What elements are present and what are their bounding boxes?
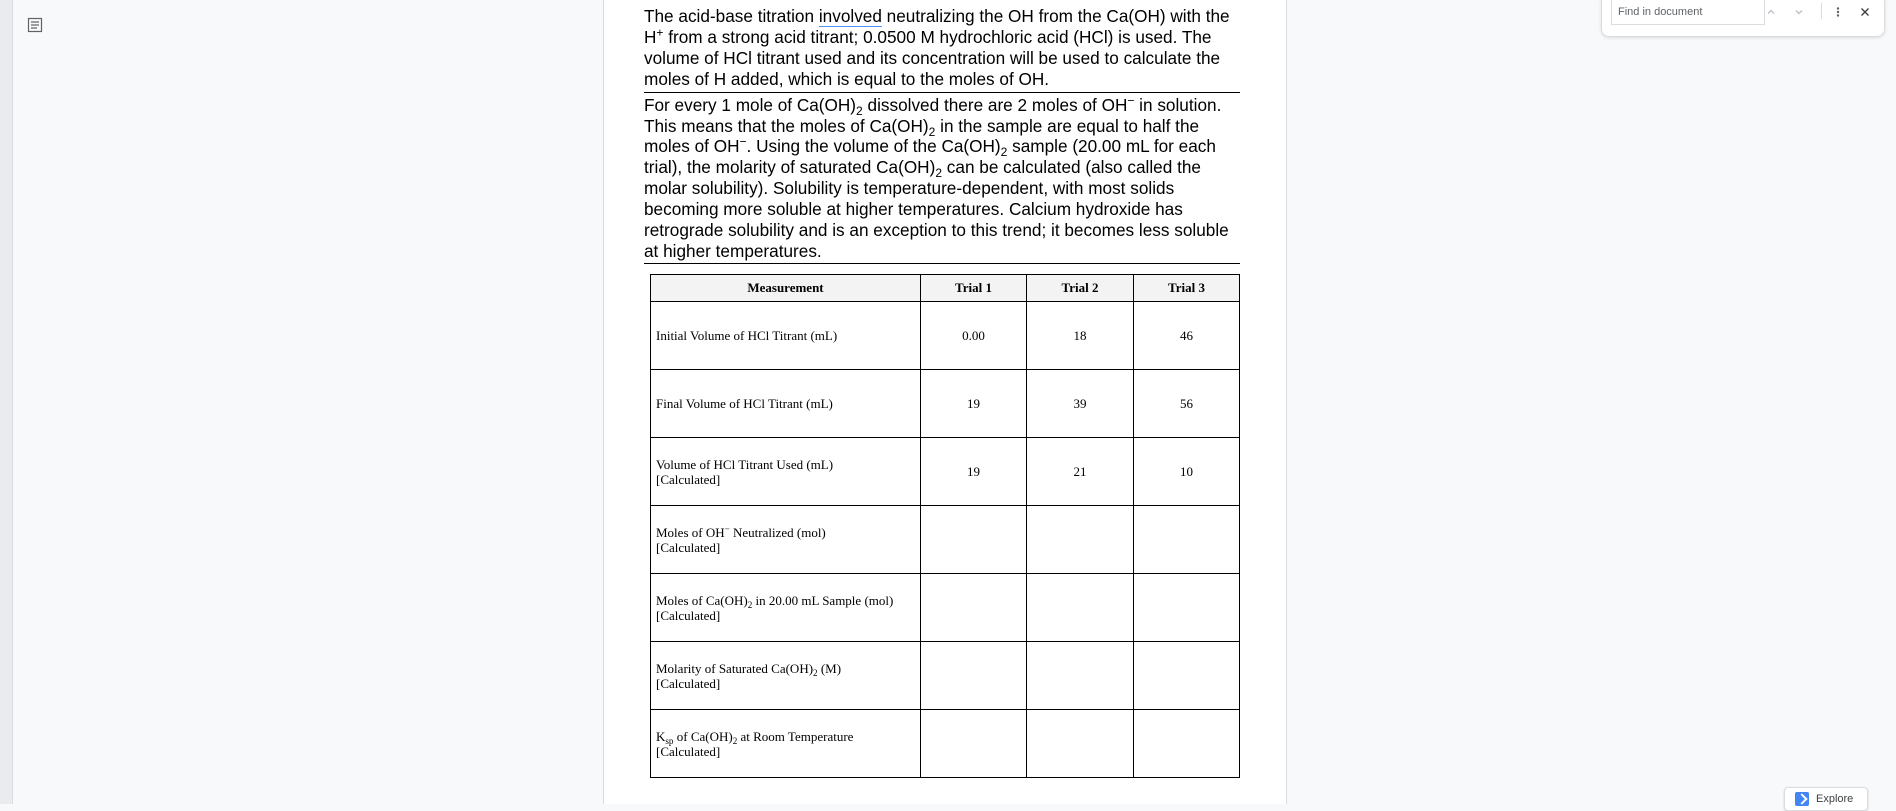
document-outline-button[interactable]	[24, 14, 46, 36]
table-cell[interactable]: 18	[1027, 302, 1134, 370]
table-cell[interactable]	[1027, 574, 1134, 642]
find-input[interactable]	[1611, 0, 1765, 25]
close-icon	[1859, 6, 1871, 18]
table-cell[interactable]: 0.00	[921, 302, 1027, 370]
row-label[interactable]: Moles of $Ca(OH)_2$ in 20.00 mL Sample (mol) [Calculated]	[651, 574, 921, 642]
row-label[interactable]: Molarity of Saturated $Ca(OH)_2$ (M) [Calculated]	[651, 642, 921, 710]
document-page	[603, 0, 1287, 804]
more-vert-icon	[1832, 6, 1844, 18]
table-row	[651, 370, 1240, 438]
table-cell[interactable]: 10	[1134, 438, 1240, 506]
table-cell[interactable]: 21	[1027, 438, 1134, 506]
paragraph-titration[interactable]: The acid-base titration involved neutralizing the OH from the Ca(OH) with the H+ from a strong acid titrant; 0.0500 M hydrochloric acid (HCl) is used. The volume of HCl titrant used and its concentration will be used to calculate the moles of H added, which is equal to the moles of OH.	[644, 6, 1240, 93]
table-cell[interactable]	[1134, 642, 1240, 710]
row-label[interactable]: Moles of OH− Neutralized (mol) [Calculated]	[651, 506, 921, 574]
table-row	[651, 574, 1240, 642]
document-outline-icon	[27, 17, 43, 33]
table-header-row	[651, 275, 1240, 302]
table-cell[interactable]: 46	[1134, 302, 1240, 370]
table-row	[651, 302, 1240, 370]
table-cell[interactable]: 39	[1027, 370, 1134, 438]
table-row	[651, 642, 1240, 710]
table-cell[interactable]	[1134, 506, 1240, 574]
find-close-button[interactable]	[1854, 1, 1876, 23]
table-row	[651, 710, 1240, 778]
paragraph-solubility[interactable]: For every 1 mole of $Ca(OH)_2$ dissolved there are 2 moles of OH− in solution. This means that the moles of $Ca(OH)_2$ in the sample are equal to half the moles of OH−. Using the volume of the $Ca(OH)_2$ sample (20.00 mL for each trial), the molarity of saturated $Ca(OH)_2$ can be calculated (also called the molar solubility). Solubility is temperature-dependent, with most solids becoming more soluble at higher temperatures. Calcium hydroxide has retrograde solubility and is an exception to this trend; it becomes less soluble at higher temperatures.	[644, 93, 1240, 264]
table-cell[interactable]: 19	[921, 370, 1027, 438]
table-header-cell[interactable]: Measurement	[651, 275, 921, 302]
left-rail	[0, 0, 13, 804]
table-header-cell[interactable]: Trial 1	[921, 275, 1027, 302]
spellcheck-word[interactable]: involved	[818, 6, 882, 26]
table-cell[interactable]	[1134, 710, 1240, 778]
table-cell[interactable]	[921, 642, 1027, 710]
table-cell[interactable]	[1134, 574, 1240, 642]
find-options-button[interactable]	[1827, 1, 1849, 23]
chevron-down-icon	[1793, 6, 1805, 18]
data-table	[650, 274, 1240, 778]
table-cell[interactable]	[921, 506, 1027, 574]
table-row	[651, 438, 1240, 506]
table-cell[interactable]: 19	[921, 438, 1027, 506]
explore-button[interactable]	[1784, 787, 1868, 811]
find-next-button[interactable]	[1788, 1, 1810, 23]
row-label[interactable]: Volume of HCl Titrant Used (mL) [Calculated]	[651, 438, 921, 506]
table-cell[interactable]	[921, 710, 1027, 778]
explore-label: Explore	[1816, 793, 1854, 805]
table-cell[interactable]: 56	[1134, 370, 1240, 438]
table-cell[interactable]	[1027, 642, 1134, 710]
find-previous-button[interactable]	[1760, 1, 1782, 23]
table-cell[interactable]	[921, 574, 1027, 642]
chevron-up-icon	[1765, 6, 1777, 18]
row-label[interactable]: $K_{sp}$ of $Ca(OH)_2$ at Room Temperature [Calculated]	[651, 710, 921, 778]
table-header-cell[interactable]: Trial 2	[1027, 275, 1134, 302]
table-row	[651, 506, 1240, 574]
row-label[interactable]: Final Volume of HCl Titrant (mL)	[651, 370, 921, 438]
table-cell[interactable]	[1027, 506, 1134, 574]
document-body	[644, 6, 1240, 264]
find-separator	[1821, 3, 1822, 19]
table-header-cell[interactable]: Trial 3	[1134, 275, 1240, 302]
table-cell[interactable]	[1027, 710, 1134, 778]
find-in-document-bar	[1601, 0, 1885, 37]
row-label[interactable]: Initial Volume of HCl Titrant (mL)	[651, 302, 921, 370]
